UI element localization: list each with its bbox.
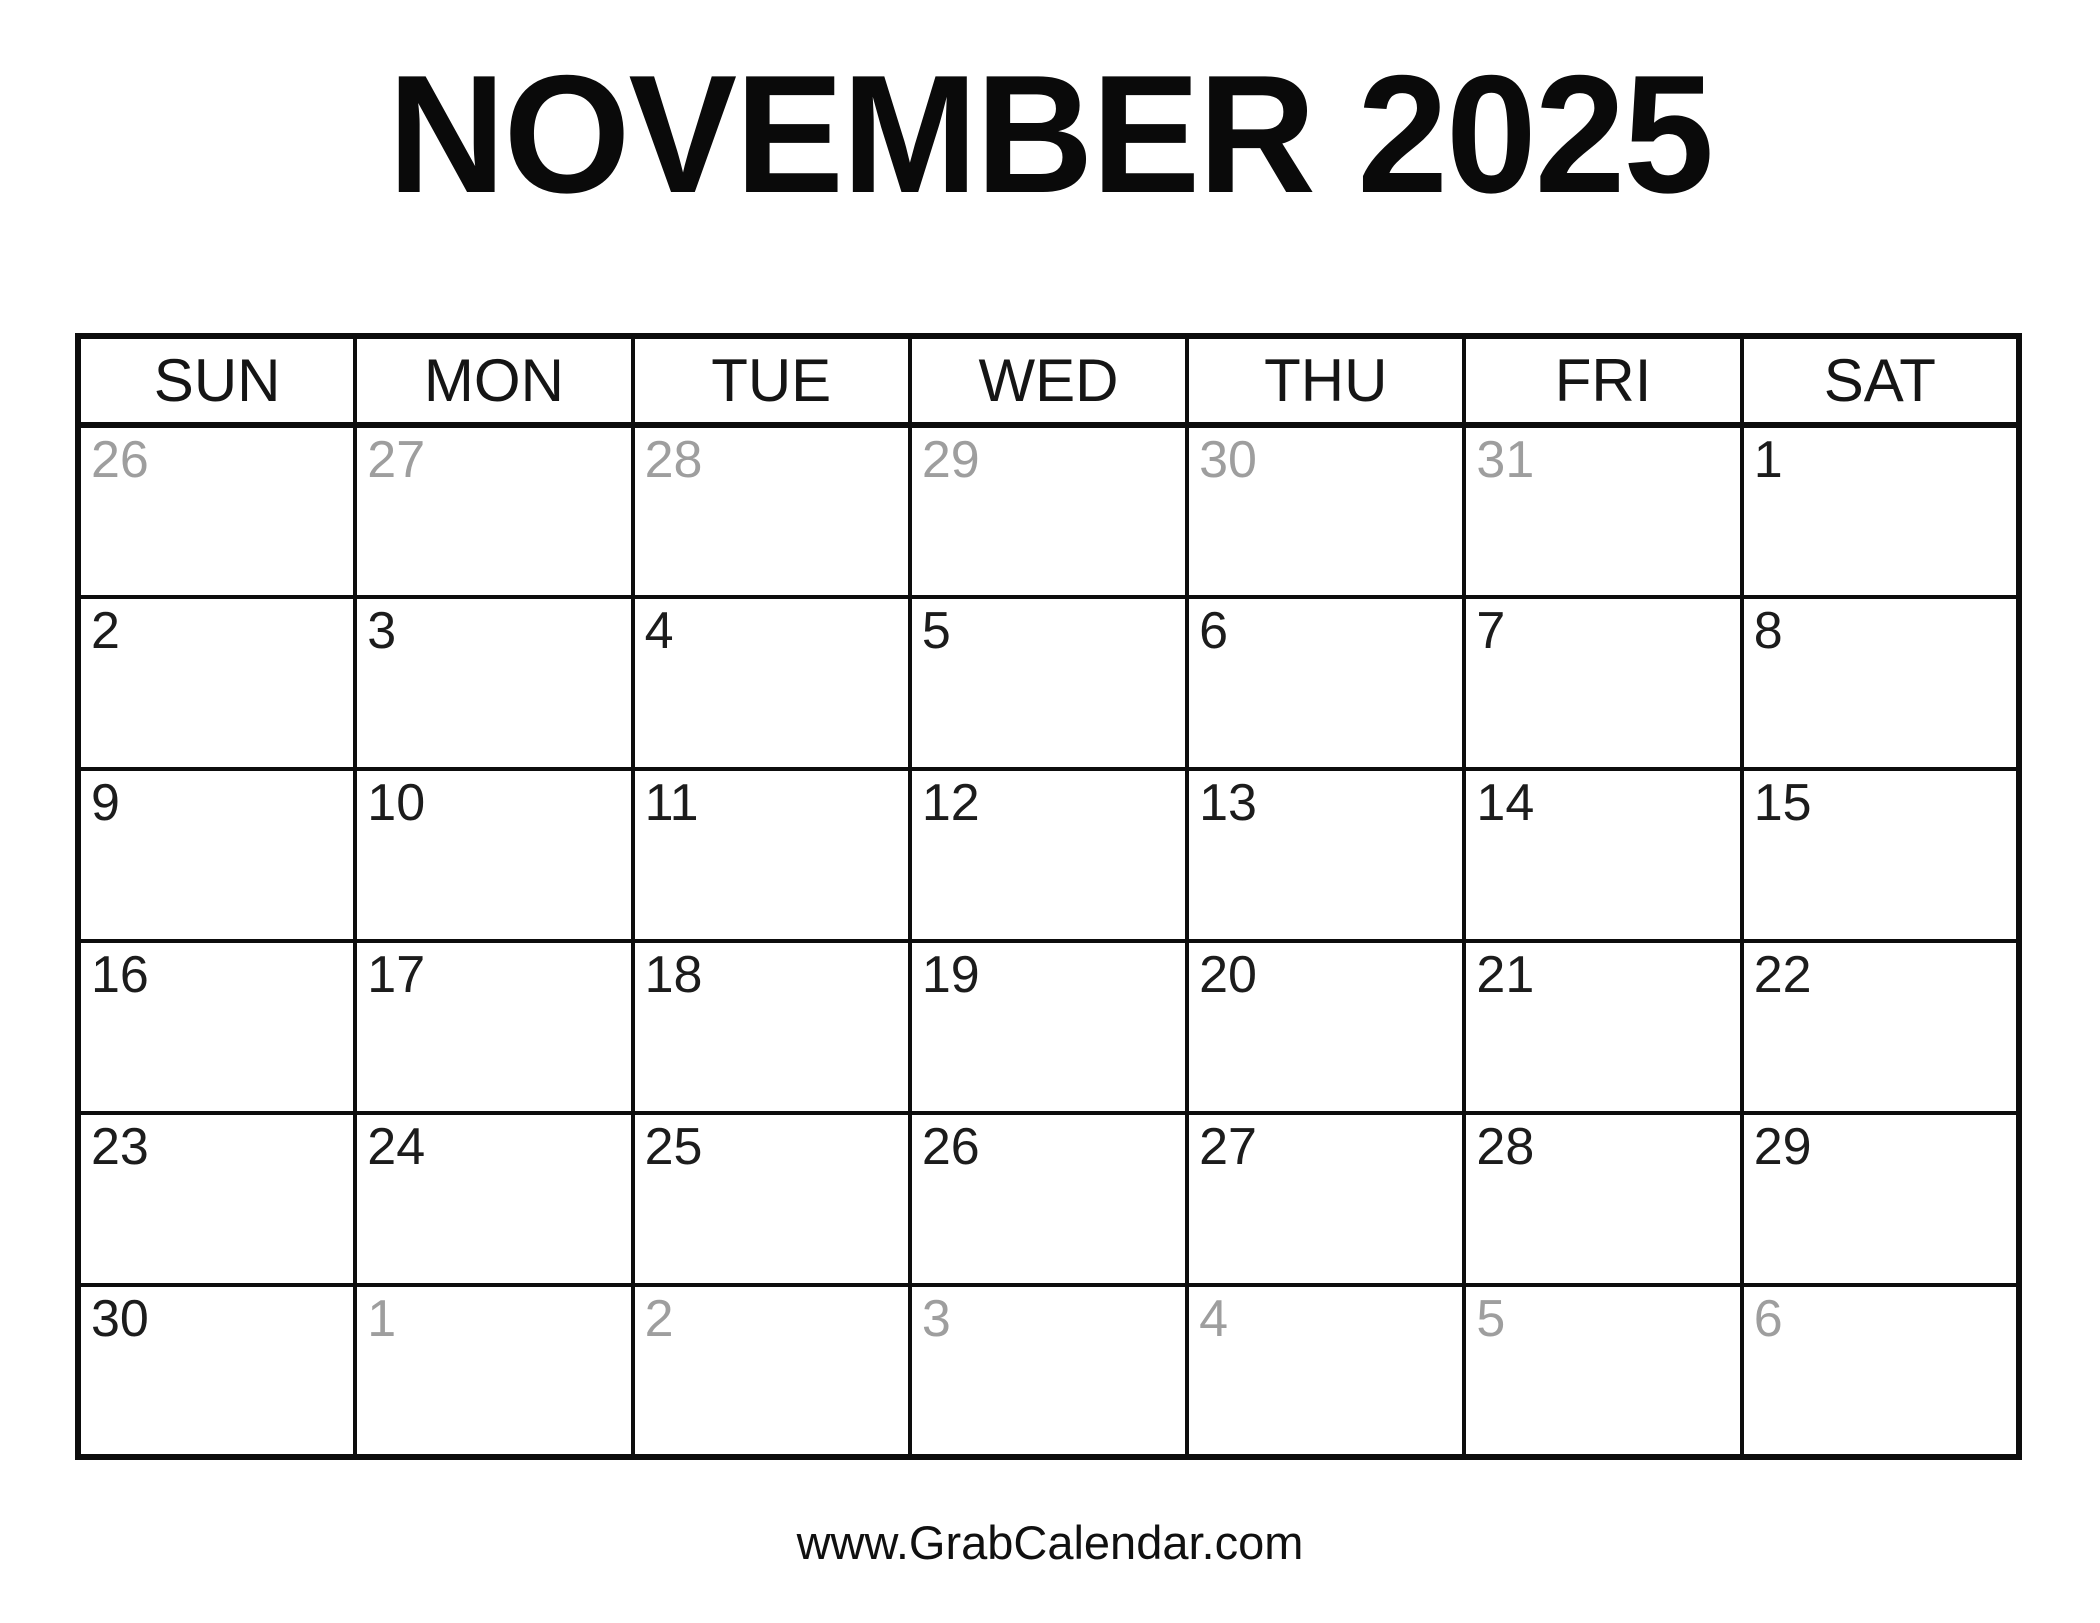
day-number: 7 [1476, 602, 1506, 660]
day-cell-24 [355, 1113, 632, 1285]
day-cell-6 [1187, 597, 1464, 769]
day-header-thu: THU [1187, 336, 1464, 425]
day-number: 27 [367, 431, 426, 489]
day-cell-13 [1187, 769, 1464, 941]
day-cell-25 [633, 1113, 910, 1285]
day-number: 28 [644, 431, 703, 489]
day-number: 18 [644, 946, 703, 1004]
day-number: 28 [1476, 1118, 1535, 1176]
day-number: 3 [921, 1290, 951, 1348]
week-row-5 [78, 1113, 2019, 1285]
day-header-row [78, 336, 2019, 425]
day-cell-16 [78, 941, 355, 1113]
day-number: 31 [1476, 431, 1535, 489]
day-number: 2 [644, 1290, 674, 1348]
day-cell-17 [355, 941, 632, 1113]
day-number: 26 [921, 1118, 980, 1176]
day-cell-26 [910, 1113, 1187, 1285]
day-cell-27-adjacent [355, 425, 632, 597]
day-number: 4 [1199, 1290, 1229, 1348]
day-cell-20 [1187, 941, 1464, 1113]
day-cell-26-adjacent [78, 425, 355, 597]
day-cell-4-adjacent [1187, 1285, 1464, 1457]
day-number: 13 [1199, 774, 1257, 832]
day-number: 6 [1753, 1290, 1783, 1348]
day-number: 30 [1199, 431, 1257, 489]
day-number: 8 [1753, 602, 1783, 660]
day-number: 27 [1199, 1118, 1257, 1176]
day-cell-4 [633, 597, 910, 769]
day-cell-28-adjacent [633, 425, 910, 597]
day-cell-1 [1742, 425, 2019, 597]
day-number: 15 [1753, 774, 1812, 832]
day-cell-10 [355, 769, 632, 941]
day-header-tue: TUE [633, 336, 910, 425]
day-number: 9 [91, 774, 120, 832]
day-header-sat: SAT [1742, 336, 2019, 425]
day-cell-8 [1742, 597, 2019, 769]
week-row-6 [78, 1285, 2019, 1457]
day-number: 29 [1753, 1118, 1812, 1176]
week-row-1 [78, 425, 2019, 597]
footer-url: www.GrabCalendar.com [796, 1516, 1304, 1569]
week-row-4 [78, 941, 2019, 1113]
week-row-2 [78, 597, 2019, 769]
day-cell-11 [633, 769, 910, 941]
day-number: 5 [921, 602, 951, 660]
day-number: 16 [91, 946, 149, 1004]
day-cell-30 [78, 1285, 355, 1457]
day-number: 21 [1476, 946, 1535, 1004]
day-header-mon: MON [355, 336, 632, 425]
day-number: 14 [1476, 774, 1535, 832]
day-number: 26 [91, 431, 149, 489]
day-number: 23 [91, 1118, 149, 1176]
day-cell-18 [633, 941, 910, 1113]
day-cell-2-adjacent [633, 1285, 910, 1457]
day-cell-9 [78, 769, 355, 941]
day-cell-14 [1464, 769, 1741, 941]
day-cell-27 [1187, 1113, 1464, 1285]
day-cell-21 [1464, 941, 1741, 1113]
day-cell-30-adjacent [1187, 425, 1464, 597]
day-cell-23 [78, 1113, 355, 1285]
day-number: 29 [921, 431, 980, 489]
day-number: 19 [921, 946, 980, 1004]
day-number: 17 [367, 946, 426, 1004]
day-cell-2 [78, 597, 355, 769]
day-cell-15 [1742, 769, 2019, 941]
day-number: 1 [367, 1290, 397, 1348]
calendar-title: NOVEMBER 2025 [387, 40, 1713, 228]
day-number: 4 [644, 602, 674, 660]
day-cell-6-adjacent [1742, 1285, 2019, 1457]
day-cell-3 [355, 597, 632, 769]
calendar-grid [75, 333, 2022, 1460]
day-header-fri: FRI [1464, 336, 1741, 425]
day-cell-31-adjacent [1464, 425, 1741, 597]
day-cell-29-adjacent [910, 425, 1187, 597]
day-cell-22 [1742, 941, 2019, 1113]
day-cell-12 [910, 769, 1187, 941]
calendar-header [78, 336, 2019, 425]
day-header-sun: SUN [78, 336, 355, 425]
day-cell-5-adjacent [1464, 1285, 1741, 1457]
day-number: 3 [367, 602, 397, 660]
day-cell-28 [1464, 1113, 1741, 1285]
day-number: 20 [1199, 946, 1257, 1004]
day-cell-1-adjacent [355, 1285, 632, 1457]
day-cell-3-adjacent [910, 1285, 1187, 1457]
day-cell-29 [1742, 1113, 2019, 1285]
day-number: 2 [91, 602, 120, 660]
day-number: 24 [367, 1118, 426, 1176]
day-number: 12 [921, 774, 980, 832]
day-header-wed: WED [910, 336, 1187, 425]
day-number: 11 [644, 774, 699, 832]
day-cell-19 [910, 941, 1187, 1113]
day-cell-7 [1464, 597, 1741, 769]
day-number: 6 [1199, 602, 1229, 660]
day-number: 10 [367, 774, 426, 832]
day-number: 5 [1476, 1290, 1506, 1348]
day-number: 25 [644, 1118, 703, 1176]
day-cell-5 [910, 597, 1187, 769]
calendar-body [78, 425, 2019, 1457]
day-number: 22 [1753, 946, 1812, 1004]
day-number: 1 [1753, 431, 1783, 489]
day-number: 30 [91, 1290, 149, 1348]
week-row-3 [78, 769, 2019, 941]
